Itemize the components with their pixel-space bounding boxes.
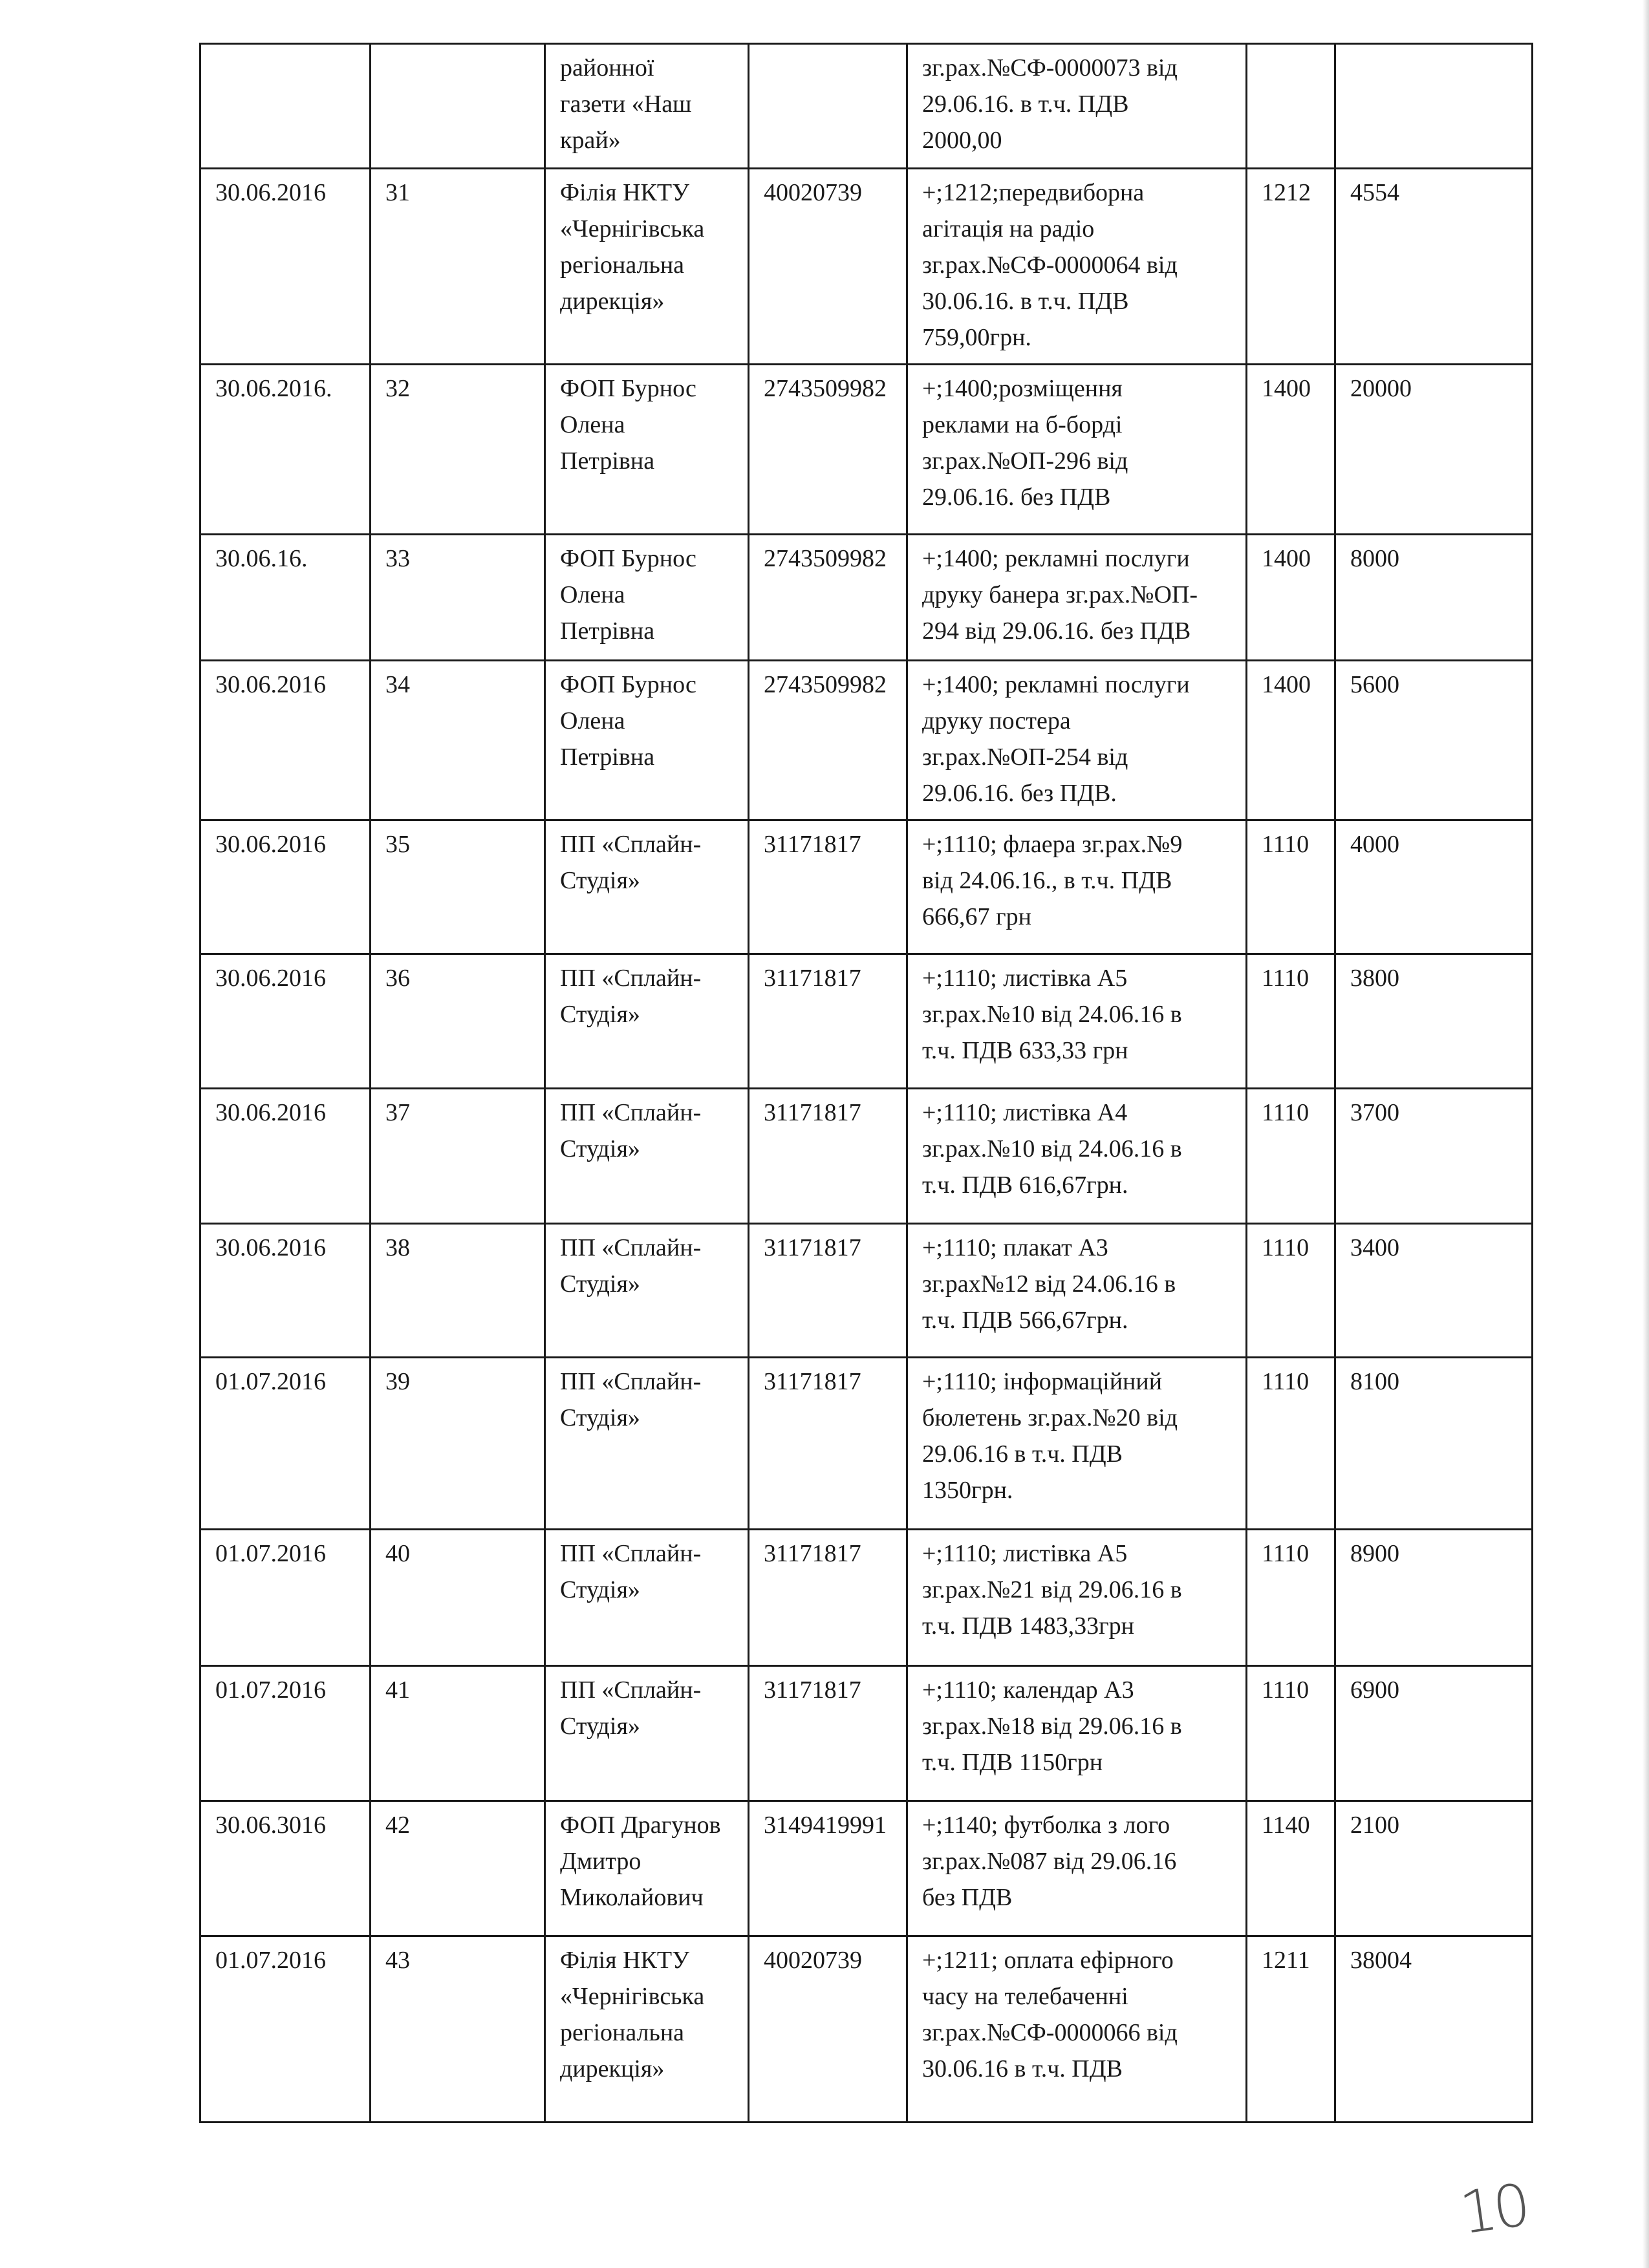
number-cell: 42 [371, 1801, 545, 1936]
kekv-cell: 1212 [1247, 169, 1335, 365]
purpose-cell: +;1110; листівка А5 зг.рах.№21 від 29.06.16 в т.ч. ПДВ 1483,33грн [907, 1530, 1247, 1666]
amount-cell: 3700 [1335, 1089, 1533, 1224]
table-row [200, 535, 1533, 661]
table-row [200, 1530, 1533, 1666]
edrpou-cell: 31171817 [749, 1089, 907, 1224]
date-cell [200, 44, 371, 169]
date-cell: 30.06.16. [200, 535, 371, 661]
kekv-cell: 1400 [1247, 535, 1335, 661]
kekv-cell: 1110 [1247, 1530, 1335, 1666]
purpose-cell: +;1211; оплата ефірного часу на телебаченні зг.рах.№СФ-0000066 від 30.06.16 в т.ч. ПДВ [907, 1936, 1247, 2123]
date-cell: 30.06.2016 [200, 1224, 371, 1358]
payee-cell: ФОП Драгунов Дмитро Миколайович [545, 1801, 749, 1936]
number-cell: 39 [371, 1358, 545, 1530]
number-cell: 41 [371, 1666, 545, 1801]
scan-edge [1643, 0, 1649, 2268]
edrpou-cell: 2743509982 [749, 535, 907, 661]
table-row [200, 954, 1533, 1089]
date-cell: 01.07.2016 [200, 1936, 371, 2123]
amount-cell: 20000 [1335, 365, 1533, 535]
purpose-cell: +;1110; календар А3 зг.рах.№18 від 29.06.16 в т.ч. ПДВ 1150грн [907, 1666, 1247, 1801]
amount-cell: 8000 [1335, 535, 1533, 661]
edrpou-cell: 31171817 [749, 1666, 907, 1801]
payee-cell: ПП «Сплайн- Студія» [545, 1666, 749, 1801]
payee-cell: ФОП Бурнос Олена Петрівна [545, 661, 749, 820]
edrpou-cell: 31171817 [749, 1224, 907, 1358]
kekv-cell: 1110 [1247, 1089, 1335, 1224]
kekv-cell: 1110 [1247, 1224, 1335, 1358]
payee-cell: ПП «Сплайн- Студія» [545, 1358, 749, 1530]
kekv-cell: 1110 [1247, 820, 1335, 954]
number-cell: 40 [371, 1530, 545, 1666]
payee-cell: ПП «Сплайн- Студія» [545, 820, 749, 954]
date-cell: 30.06.2016 [200, 169, 371, 365]
edrpou-cell: 3149419991 [749, 1801, 907, 1936]
amount-cell: 3800 [1335, 954, 1533, 1089]
date-cell: 30.06.2016 [200, 820, 371, 954]
amount-cell: 38004 [1335, 1936, 1533, 2123]
table-row [200, 1089, 1533, 1224]
page-number: 10 [1456, 2171, 1531, 2248]
amount-cell: 3400 [1335, 1224, 1533, 1358]
amount-cell: 6900 [1335, 1666, 1533, 1801]
amount-cell: 8900 [1335, 1530, 1533, 1666]
table-row [200, 1358, 1533, 1530]
number-cell: 34 [371, 661, 545, 820]
kekv-cell: 1110 [1247, 1666, 1335, 1801]
payee-cell: ФОП Бурнос Олена Петрівна [545, 535, 749, 661]
purpose-cell: зг.рах.№СФ-0000073 від 29.06.16. в т.ч. ПДВ 2000,00 [907, 44, 1247, 169]
table-row [200, 1666, 1533, 1801]
amount-cell: 5600 [1335, 661, 1533, 820]
kekv-cell: 1211 [1247, 1936, 1335, 2123]
payee-cell: ПП «Сплайн- Студія» [545, 954, 749, 1089]
date-cell: 30.06.2016 [200, 661, 371, 820]
number-cell: 37 [371, 1089, 545, 1224]
amount-cell: 8100 [1335, 1358, 1533, 1530]
table-row [200, 661, 1533, 820]
number-cell: 38 [371, 1224, 545, 1358]
table-row [200, 820, 1533, 954]
payee-cell: районної газети «Наш край» [545, 44, 749, 169]
table-row [200, 365, 1533, 535]
purpose-cell: +;1110; флаера зг.рах.№9 від 24.06.16., в т.ч. ПДВ 666,67 грн [907, 820, 1247, 954]
edrpou-cell: 40020739 [749, 1936, 907, 2123]
purpose-cell: +;1140; футболка з лого зг.рах.№087 від 29.06.16 без ПДВ [907, 1801, 1247, 1936]
payee-cell: ПП «Сплайн- Студія» [545, 1530, 749, 1666]
purpose-cell: +;1110; інформаційний бюлетень зг.рах.№20 від 29.06.16 в т.ч. ПДВ 1350грн. [907, 1358, 1247, 1530]
table-row [200, 1801, 1533, 1936]
date-cell: 01.07.2016 [200, 1358, 371, 1530]
purpose-cell: +;1400; рекламні послуги друку банера зг.рах.№ОП- 294 від 29.06.16. без ПДВ [907, 535, 1247, 661]
purpose-cell: +;1110; листівка А4 зг.рах.№10 від 24.06.16 в т.ч. ПДВ 616,67грн. [907, 1089, 1247, 1224]
payee-cell: ПП «Сплайн- Студія» [545, 1224, 749, 1358]
kekv-cell: 1140 [1247, 1801, 1335, 1936]
number-cell: 36 [371, 954, 545, 1089]
table-row [200, 1936, 1533, 2123]
kekv-cell [1247, 44, 1335, 169]
number-cell: 35 [371, 820, 545, 954]
purpose-cell: +;1400;розміщення реклами на б-борді зг.рах.№ОП-296 від 29.06.16. без ПДВ [907, 365, 1247, 535]
date-cell: 30.06.3016 [200, 1801, 371, 1936]
kekv-cell: 1110 [1247, 1358, 1335, 1530]
date-cell: 30.06.2016 [200, 954, 371, 1089]
number-cell: 43 [371, 1936, 545, 2123]
payee-cell: Філія НКТУ «Чернігівська регіональна дирекція» [545, 1936, 749, 2123]
amount-cell [1335, 44, 1533, 169]
kekv-cell: 1400 [1247, 365, 1335, 535]
purpose-cell: +;1400; рекламні послуги друку постера зг.рах.№ОП-254 від 29.06.16. без ПДВ. [907, 661, 1247, 820]
purpose-cell: +;1212;передвиборна агітація на радіо зг.рах.№СФ-0000064 від 30.06.16. в т.ч. ПДВ 759,00грн. [907, 169, 1247, 365]
payments-table [199, 43, 1533, 2123]
date-cell: 30.06.2016. [200, 365, 371, 535]
payee-cell: Філія НКТУ «Чернігівська регіональна дирекція» [545, 169, 749, 365]
amount-cell: 4000 [1335, 820, 1533, 954]
edrpou-cell: 31171817 [749, 1358, 907, 1530]
amount-cell: 4554 [1335, 169, 1533, 365]
table-row [200, 1224, 1533, 1358]
purpose-cell: +;1110; плакат А3 зг.рах№12 від 24.06.16 в т.ч. ПДВ 566,67грн. [907, 1224, 1247, 1358]
edrpou-cell: 2743509982 [749, 365, 907, 535]
kekv-cell: 1400 [1247, 661, 1335, 820]
number-cell: 33 [371, 535, 545, 661]
edrpou-cell: 2743509982 [749, 661, 907, 820]
kekv-cell: 1110 [1247, 954, 1335, 1089]
payee-cell: ФОП Бурнос Олена Петрівна [545, 365, 749, 535]
payee-cell: ПП «Сплайн- Студія» [545, 1089, 749, 1224]
table-row [200, 44, 1533, 169]
purpose-cell: +;1110; листівка А5 зг.рах.№10 від 24.06.16 в т.ч. ПДВ 633,33 грн [907, 954, 1247, 1089]
edrpou-cell [749, 44, 907, 169]
table-row [200, 169, 1533, 365]
date-cell: 30.06.2016 [200, 1089, 371, 1224]
date-cell: 01.07.2016 [200, 1530, 371, 1666]
amount-cell: 2100 [1335, 1801, 1533, 1936]
number-cell [371, 44, 545, 169]
edrpou-cell: 31171817 [749, 820, 907, 954]
edrpou-cell: 40020739 [749, 169, 907, 365]
number-cell: 31 [371, 169, 545, 365]
edrpou-cell: 31171817 [749, 1530, 907, 1666]
number-cell: 32 [371, 365, 545, 535]
date-cell: 01.07.2016 [200, 1666, 371, 1801]
edrpou-cell: 31171817 [749, 954, 907, 1089]
